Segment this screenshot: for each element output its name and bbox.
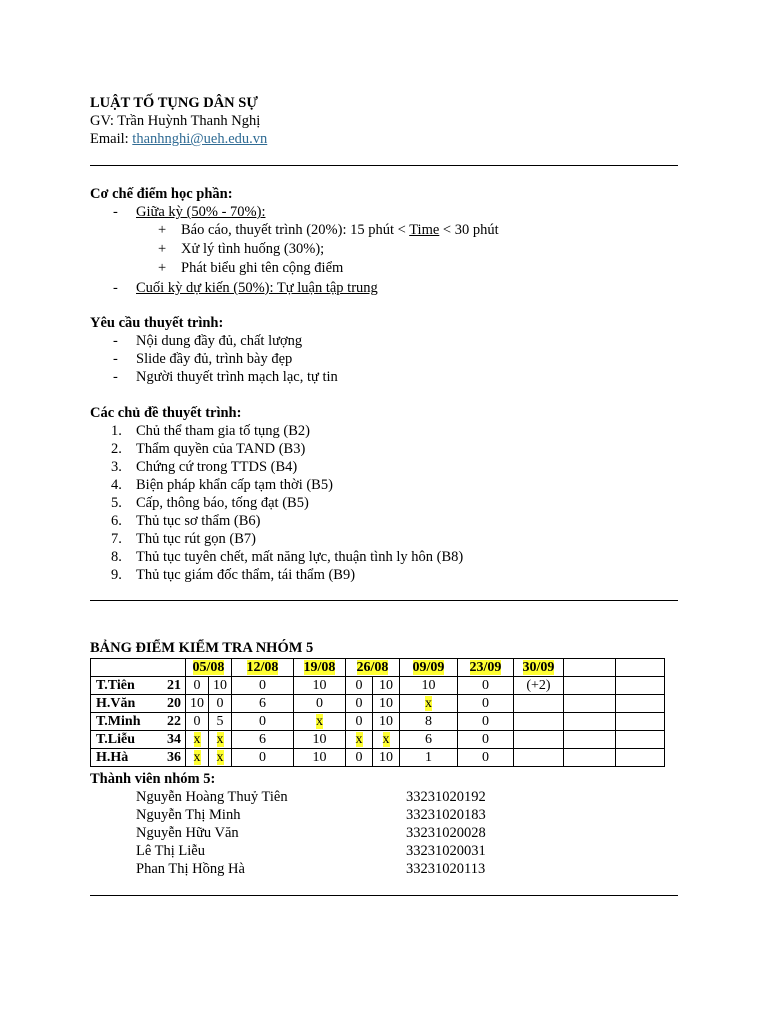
date-header bbox=[514, 659, 564, 677]
date-label: 26/08 bbox=[356, 660, 389, 675]
date-header bbox=[294, 659, 346, 677]
score-value: 6 bbox=[259, 696, 266, 711]
score-cell bbox=[564, 677, 616, 695]
score-cell bbox=[458, 677, 514, 695]
list-marker: 5. bbox=[111, 495, 122, 511]
score-value: 0 bbox=[355, 750, 363, 765]
table-row bbox=[91, 731, 665, 749]
score-value: 10 bbox=[421, 678, 436, 693]
member-name: Nguyễn Hoàng Thuỷ Tiên bbox=[136, 789, 288, 805]
date-label: 19/08 bbox=[303, 660, 336, 675]
score-value: 0 bbox=[259, 750, 266, 765]
score-cell bbox=[400, 677, 458, 695]
score-cell bbox=[564, 713, 616, 731]
score-value: 10 bbox=[379, 678, 393, 693]
score-cell bbox=[232, 749, 294, 767]
score-value: 1 bbox=[425, 750, 432, 765]
student-name: H.Văn bbox=[96, 696, 136, 711]
score-cell bbox=[564, 731, 616, 749]
score-cell bbox=[209, 695, 232, 713]
topic-item: Thủ tục giám đốc thẩm, tái thẩm (B9) bbox=[136, 567, 356, 583]
score-cell bbox=[514, 731, 564, 749]
score-cell bbox=[400, 695, 458, 713]
student-total: 20 bbox=[167, 696, 181, 711]
score-value: x bbox=[355, 732, 363, 747]
member-id: 33231020113 bbox=[406, 861, 486, 877]
score-cell bbox=[616, 731, 665, 749]
list-marker: 2. bbox=[111, 441, 122, 457]
list-marker: + bbox=[158, 241, 167, 257]
topic-item: Chủ thể tham gia tố tụng (B2) bbox=[136, 423, 310, 439]
student-name-cell bbox=[91, 749, 186, 767]
student-name: T.Tiên bbox=[96, 678, 135, 693]
score-value: 10 bbox=[213, 678, 227, 693]
date-label: 09/09 bbox=[412, 660, 445, 675]
score-value: 0 bbox=[482, 732, 489, 747]
score-cell bbox=[400, 713, 458, 731]
topic-item: Cấp, thông báo, tống đạt (B5) bbox=[136, 495, 309, 511]
score-cell bbox=[346, 677, 373, 695]
subitem-text-underlined: Time bbox=[409, 222, 440, 238]
score-cell bbox=[346, 695, 373, 713]
score-value: 0 bbox=[316, 696, 323, 711]
email-link[interactable]: thanhnghi@ueh.edu.vn bbox=[132, 131, 268, 147]
topic-item: Biện pháp khẩn cấp tạm thời (B5) bbox=[136, 477, 333, 493]
score-cell bbox=[400, 749, 458, 767]
score-cell bbox=[294, 713, 346, 731]
list-marker: - bbox=[113, 369, 118, 385]
score-cell bbox=[346, 713, 373, 731]
score-value: 10 bbox=[379, 714, 393, 729]
score-cell bbox=[514, 749, 564, 767]
date-header bbox=[458, 659, 514, 677]
date-label: 12/08 bbox=[246, 660, 279, 675]
date-header bbox=[232, 659, 294, 677]
student-total: 36 bbox=[167, 750, 181, 765]
score-value: 6 bbox=[259, 732, 266, 747]
score-value: 5 bbox=[216, 714, 224, 729]
score-value: 0 bbox=[355, 714, 363, 729]
date-header bbox=[186, 659, 232, 677]
student-total: 22 bbox=[167, 714, 181, 729]
topics-heading: Các chủ đề thuyết trình: bbox=[90, 405, 242, 421]
requirement-item: Người thuyết trình mạch lạc, tự tin bbox=[136, 369, 338, 385]
subitem-text: < 30 phút bbox=[439, 222, 499, 238]
score-cell bbox=[232, 677, 294, 695]
email-line bbox=[90, 130, 267, 148]
score-value: x bbox=[216, 732, 224, 747]
list-marker: 7. bbox=[111, 531, 122, 547]
midterm-subitem bbox=[181, 221, 499, 239]
list-marker: 6. bbox=[111, 513, 122, 529]
subitem-text: Báo cáo, thuyết trình (20%): 15 phút < bbox=[181, 222, 410, 238]
student-name: T.Minh bbox=[96, 714, 141, 729]
score-value: 10 bbox=[312, 750, 327, 765]
score-cell bbox=[373, 713, 400, 731]
score-cell bbox=[186, 749, 209, 767]
member-name: Nguyễn Hữu Văn bbox=[136, 825, 239, 841]
date-header bbox=[400, 659, 458, 677]
score-cell bbox=[458, 749, 514, 767]
score-cell bbox=[209, 713, 232, 731]
score-cell bbox=[186, 695, 209, 713]
score-value: 0 bbox=[482, 750, 489, 765]
score-cell bbox=[294, 695, 346, 713]
score-value: x bbox=[193, 750, 201, 765]
divider-top bbox=[90, 165, 678, 166]
score-cell bbox=[373, 695, 400, 713]
score-value: 0 bbox=[216, 696, 224, 711]
score-cell bbox=[294, 677, 346, 695]
score-value: 0 bbox=[259, 678, 266, 693]
midterm-subitem: Phát biểu ghi tên cộng điểm bbox=[181, 260, 344, 276]
date-label: 30/09 bbox=[522, 660, 555, 675]
topic-item: Thẩm quyền của TAND (B3) bbox=[136, 441, 306, 457]
score-value: x bbox=[382, 732, 390, 747]
score-value: 0 bbox=[259, 714, 266, 729]
score-table-title: BẢNG ĐIỂM KIỂM TRA NHÓM 5 bbox=[90, 640, 314, 656]
list-marker: 4. bbox=[111, 477, 122, 493]
list-marker: - bbox=[113, 204, 118, 220]
list-marker: 8. bbox=[111, 549, 122, 565]
teacher-name: GV: Trần Huỳnh Thanh Nghị bbox=[90, 113, 261, 129]
score-cell bbox=[514, 713, 564, 731]
score-cell bbox=[458, 731, 514, 749]
divider-bottom bbox=[90, 895, 678, 896]
score-cell bbox=[186, 677, 209, 695]
score-value: 10 bbox=[379, 696, 393, 711]
requirement-item: Slide đầy đủ, trình bày đẹp bbox=[136, 351, 293, 367]
student-name: T.Liễu bbox=[96, 732, 136, 747]
list-marker: + bbox=[158, 260, 167, 276]
score-cell bbox=[564, 695, 616, 713]
score-value: 10 bbox=[312, 732, 327, 747]
score-cell bbox=[232, 695, 294, 713]
email-label: Email: bbox=[90, 131, 133, 147]
score-value: x bbox=[425, 696, 432, 711]
score-value: 0 bbox=[193, 714, 201, 729]
members-heading: Thành viên nhóm 5: bbox=[90, 771, 216, 787]
student-name-cell bbox=[91, 695, 186, 713]
score-cell bbox=[294, 731, 346, 749]
score-value: x bbox=[193, 732, 201, 747]
score-value: x bbox=[216, 750, 224, 765]
table-row bbox=[91, 695, 665, 713]
student-name-cell bbox=[91, 677, 186, 695]
score-cell bbox=[616, 677, 665, 695]
score-value: 0 bbox=[482, 678, 489, 693]
member-id: 33231020031 bbox=[406, 843, 486, 859]
list-marker: 3. bbox=[111, 459, 122, 475]
score-value: 0 bbox=[355, 678, 363, 693]
score-cell bbox=[458, 713, 514, 731]
member-name: Nguyễn Thị Minh bbox=[136, 807, 241, 823]
score-cell bbox=[186, 713, 209, 731]
table-header-cell bbox=[564, 659, 616, 677]
final-item: Cuối kỳ dự kiến (50%): Tự luận tập trung bbox=[136, 280, 378, 296]
table-header-row bbox=[91, 659, 665, 677]
table-header-cell bbox=[616, 659, 665, 677]
list-marker: - bbox=[113, 280, 118, 296]
score-cell bbox=[373, 677, 400, 695]
score-cell bbox=[400, 731, 458, 749]
score-value: 10 bbox=[312, 678, 327, 693]
topic-item: Thủ tục tuyên chết, mất năng lực, thuận tình ly hôn (B8) bbox=[136, 549, 464, 565]
score-cell bbox=[346, 749, 373, 767]
score-cell bbox=[209, 749, 232, 767]
score-cell bbox=[514, 695, 564, 713]
date-header bbox=[346, 659, 400, 677]
score-value: 6 bbox=[425, 732, 432, 747]
score-cell bbox=[209, 731, 232, 749]
score-table bbox=[90, 658, 665, 767]
score-value: 0 bbox=[482, 714, 489, 729]
score-value: (+2) bbox=[526, 678, 551, 693]
score-cell bbox=[616, 695, 665, 713]
score-cell bbox=[514, 677, 564, 695]
score-cell bbox=[294, 749, 346, 767]
score-cell bbox=[186, 731, 209, 749]
list-marker: - bbox=[113, 351, 118, 367]
score-value: 8 bbox=[425, 714, 432, 729]
student-total: 21 bbox=[167, 678, 181, 693]
grading-heading: Cơ chế điểm học phần: bbox=[90, 186, 233, 202]
table-row bbox=[91, 677, 665, 695]
score-value: 10 bbox=[379, 750, 393, 765]
member-id: 33231020192 bbox=[406, 789, 486, 805]
student-name-cell bbox=[91, 731, 186, 749]
member-name: Phan Thị Hồng Hà bbox=[136, 861, 245, 877]
table-row bbox=[91, 749, 665, 767]
score-value: 0 bbox=[193, 678, 201, 693]
list-marker: + bbox=[158, 222, 167, 238]
requirements-heading: Yêu cầu thuyết trình: bbox=[90, 315, 224, 331]
student-name: H.Hà bbox=[96, 750, 129, 765]
score-value: 0 bbox=[355, 696, 363, 711]
list-marker: - bbox=[113, 333, 118, 349]
table-header-cell bbox=[91, 659, 186, 677]
date-label: 23/09 bbox=[469, 660, 502, 675]
score-cell bbox=[616, 713, 665, 731]
score-cell bbox=[209, 677, 232, 695]
table-row bbox=[91, 713, 665, 731]
list-marker: 1. bbox=[111, 423, 122, 439]
course-title: LUẬT TỐ TỤNG DÂN SỰ bbox=[90, 95, 258, 111]
score-cell bbox=[373, 731, 400, 749]
requirement-item: Nội dung đầy đủ, chất lượng bbox=[136, 333, 303, 349]
score-cell bbox=[616, 749, 665, 767]
member-id: 33231020183 bbox=[406, 807, 486, 823]
score-value: x bbox=[316, 714, 323, 729]
midterm-item: Giữa kỳ (50% - 70%): bbox=[136, 204, 266, 220]
score-cell bbox=[346, 731, 373, 749]
score-cell bbox=[564, 749, 616, 767]
list-marker: 9. bbox=[111, 567, 122, 583]
score-cell bbox=[232, 731, 294, 749]
score-value: 0 bbox=[482, 696, 489, 711]
student-name-cell bbox=[91, 713, 186, 731]
midterm-subitem: Xử lý tình huống (30%); bbox=[181, 241, 325, 257]
topic-item: Thủ tục rút gọn (B7) bbox=[136, 531, 257, 547]
member-name: Lê Thị Liễu bbox=[136, 843, 205, 859]
member-id: 33231020028 bbox=[406, 825, 486, 841]
score-value: 10 bbox=[190, 696, 204, 711]
topic-item: Chứng cứ trong TTDS (B4) bbox=[136, 459, 298, 475]
topic-item: Thủ tục sơ thẩm (B6) bbox=[136, 513, 261, 529]
divider-middle bbox=[90, 600, 678, 601]
date-label: 05/08 bbox=[192, 660, 225, 675]
score-cell bbox=[458, 695, 514, 713]
score-cell bbox=[373, 749, 400, 767]
score-cell bbox=[232, 713, 294, 731]
student-total: 34 bbox=[167, 732, 181, 747]
